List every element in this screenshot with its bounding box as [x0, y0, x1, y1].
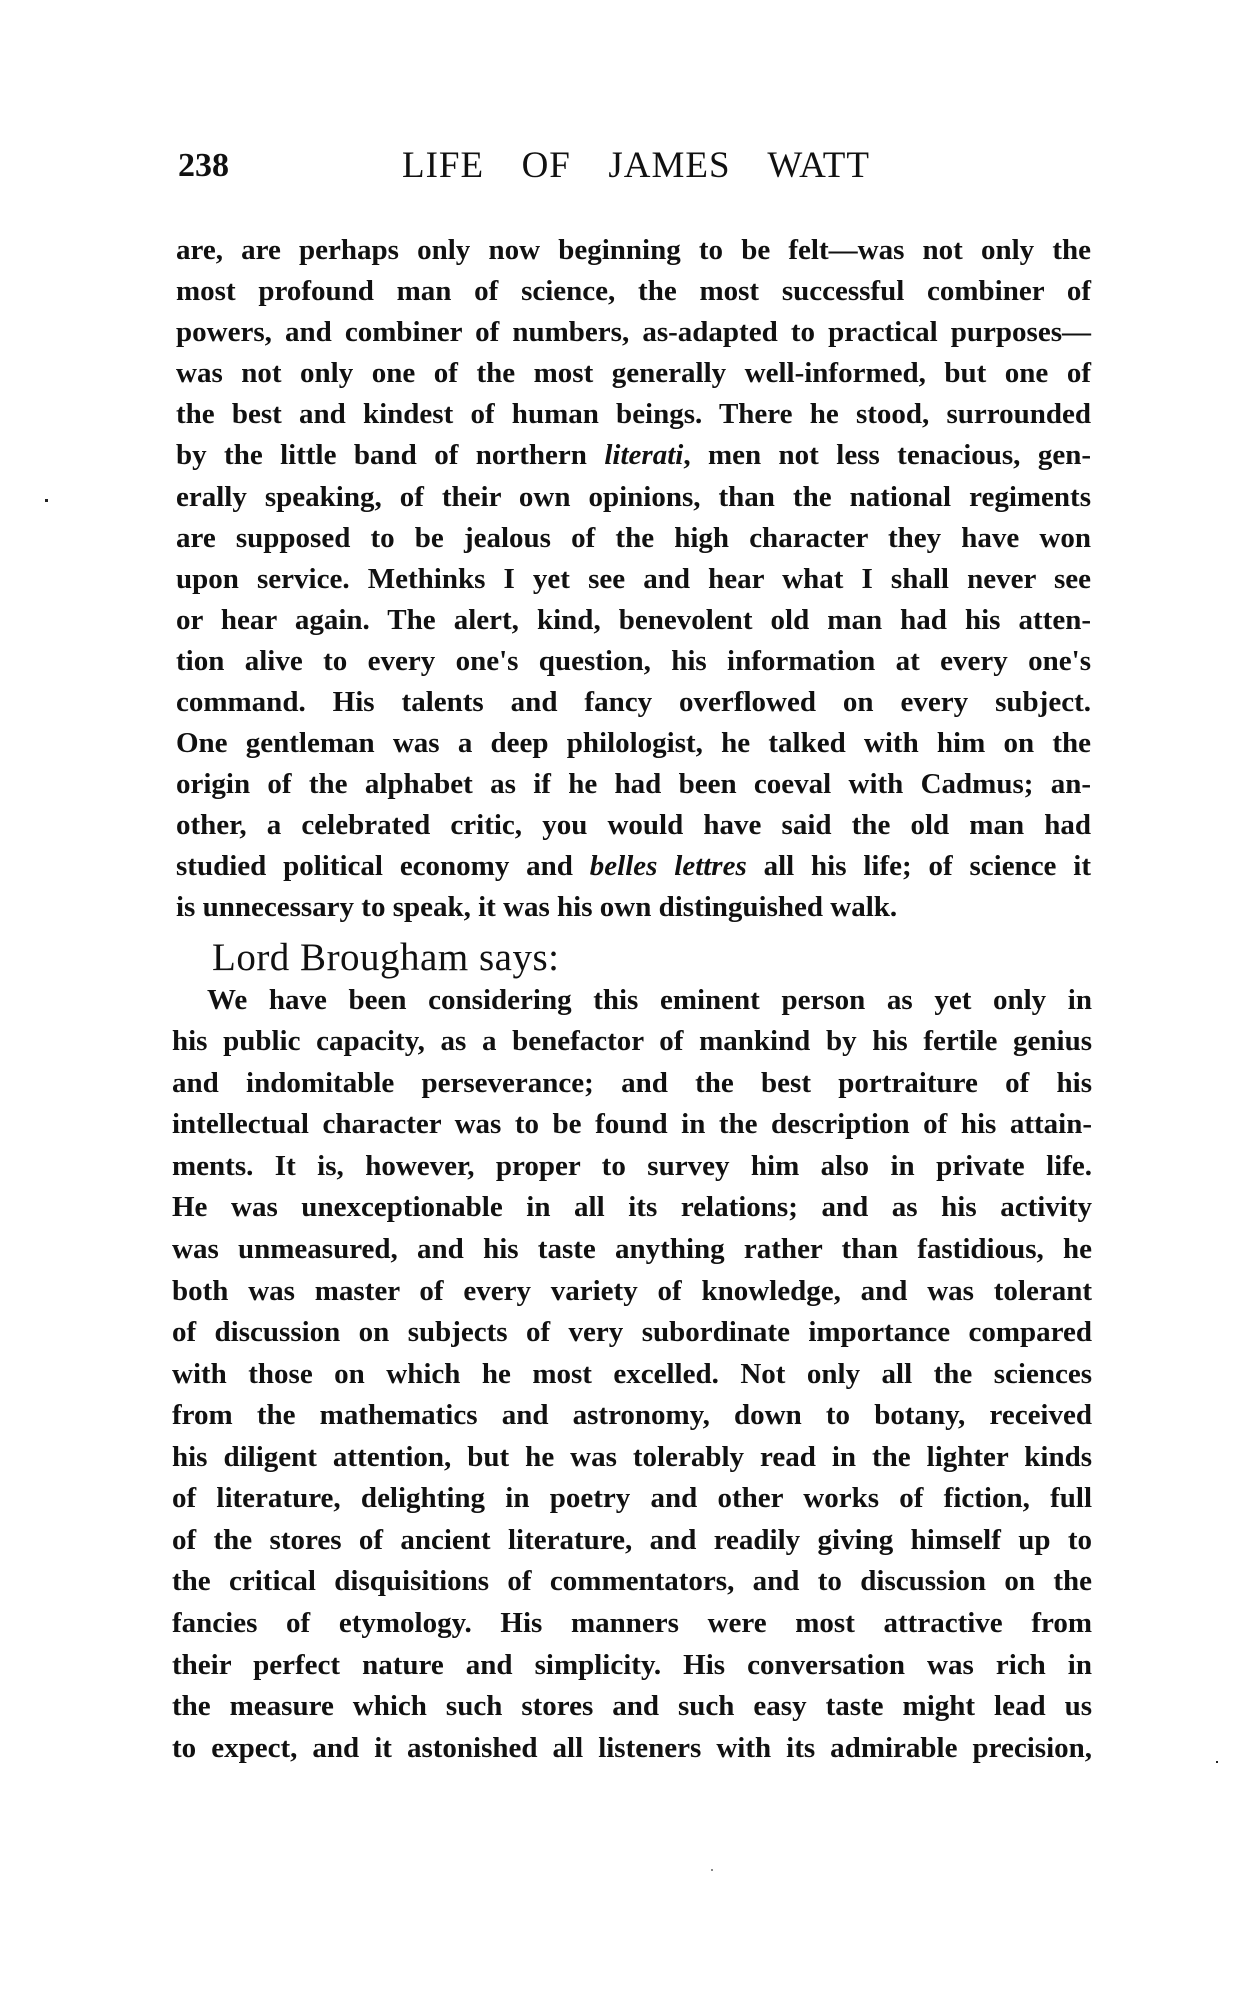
- text-line: the measure which such stores and such easy taste might lead us: [172, 1690, 1092, 1722]
- text-line: most profound man of science, the most successful combiner of: [176, 275, 1091, 307]
- text-segment: studied political economy and: [176, 850, 590, 882]
- text-segment: by the little band of northern: [176, 439, 605, 471]
- text-segment: all his life; of science it: [746, 850, 1091, 882]
- text-line: are supposed to be jealous of the high character they have won: [176, 522, 1091, 554]
- text-line: One gentleman was a deep philologist, he talked with him on the: [176, 727, 1091, 759]
- text-line: are, are perhaps only now beginning to be felt—was not only the: [176, 234, 1091, 266]
- italic-term: literati: [604, 439, 684, 471]
- scan-speck: [711, 1869, 713, 1871]
- text-line: other, a celebrated critic, you would have said the old man had: [176, 809, 1091, 841]
- text-line: his diligent attention, but he was tolerably read in the lighter kinds: [172, 1441, 1092, 1473]
- running-head: [0, 0, 1241, 200]
- text-line: of discussion on subjects of very subordinate importance compared: [172, 1316, 1092, 1348]
- text-line: He was unexceptionable in all its relations; and as his activity: [172, 1191, 1092, 1223]
- text-line: was not only one of the most generally well-informed, but one of: [176, 357, 1091, 389]
- scan-speck: [45, 499, 48, 502]
- text-line: or hear again. The alert, kind, benevolent old man had his atten-: [176, 604, 1091, 636]
- text-line: [176, 852, 1091, 884]
- text-line: the best and kindest of human beings. There he stood, surrounded: [176, 398, 1091, 430]
- running-title: LIFE OF JAMES WATT: [402, 145, 870, 186]
- text-line: upon service. Methinks I yet see and hear what I shall never see: [176, 563, 1091, 595]
- scan-speck: [1216, 1761, 1218, 1763]
- text-line: We have been considering this eminent person as yet only in: [207, 984, 1092, 1016]
- text-line: and indomitable perseverance; and the best portraiture of his: [172, 1067, 1092, 1099]
- text-line: of literature, delighting in poetry and other works of fiction, full: [172, 1482, 1092, 1514]
- text-line: their perfect nature and simplicity. His conversation was rich in: [172, 1649, 1092, 1681]
- text-line: his public capacity, as a benefactor of mankind by his fertile genius: [172, 1025, 1092, 1057]
- text-line: command. His talents and fancy overflowed on every subject.: [176, 686, 1091, 718]
- text-line: was unmeasured, and his taste anything rather than fastidious, he: [172, 1233, 1092, 1265]
- text-line: both was master of every variety of knowledge, and was tolerant: [172, 1275, 1092, 1307]
- text-line: ments. It is, however, proper to survey him also in private life.: [172, 1150, 1092, 1182]
- text-line: with those on which he most excelled. Not only all the sciences: [172, 1358, 1092, 1390]
- page-number: 238: [178, 147, 229, 184]
- text-line: erally speaking, of their own opinions, than the national regiments: [176, 481, 1091, 513]
- text-line: tion alive to every one's question, his information at every one's: [176, 645, 1091, 677]
- text-line: origin of the alphabet as if he had been coeval with Cadmus; an-: [176, 768, 1091, 800]
- text-line: of the stores of ancient literature, and readily giving himself up to: [172, 1524, 1092, 1556]
- text-line: [176, 441, 1091, 473]
- text-line: intellectual character was to be found in the description of his attain-: [172, 1108, 1092, 1140]
- text-line: to expect, and it astonished all listeners with its admirable precision,: [172, 1732, 1092, 1764]
- text-line: from the mathematics and astronomy, down to botany, received: [172, 1399, 1092, 1431]
- text-line: is unnecessary to speak, it was his own distinguished walk.: [176, 891, 898, 923]
- section-subheading: Lord Brougham says:: [212, 936, 560, 979]
- italic-term: belles lettres: [589, 850, 747, 882]
- text-segment: , men not less tenacious, gen-: [683, 439, 1092, 471]
- text-line: the critical disquisitions of commentators, and to discussion on the: [172, 1565, 1092, 1597]
- text-line: powers, and combiner of numbers, as-adapted to practical purposes—: [176, 316, 1091, 348]
- text-line: fancies of etymology. His manners were most attractive from: [172, 1607, 1092, 1639]
